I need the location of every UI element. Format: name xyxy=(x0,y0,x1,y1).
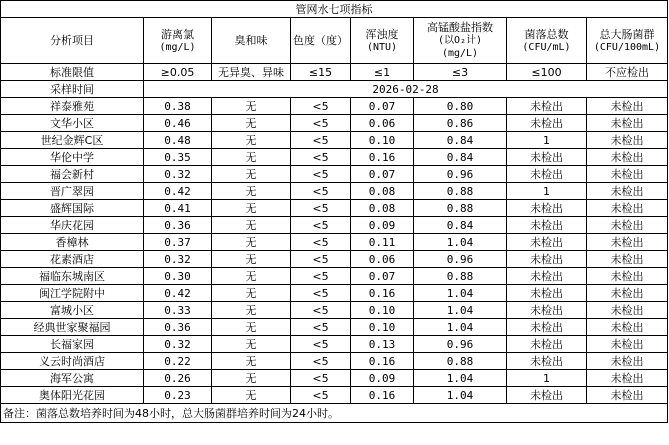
table-row xyxy=(1,285,668,302)
cell-permanganate-index: 0.80 xyxy=(414,98,507,115)
sampling-label: 采样时间 xyxy=(1,81,144,98)
cell-turbidity: 0.10 xyxy=(351,302,414,319)
cell-coliform: 未检出 xyxy=(587,234,668,251)
cell-free-chlorine: 0.32 xyxy=(144,336,212,353)
cell-colony-count: 未检出 xyxy=(507,98,587,115)
cell-turbidity: 0.07 xyxy=(351,166,414,183)
table-row xyxy=(1,353,668,370)
cell-turbidity: 0.06 xyxy=(351,251,414,268)
cell-free-chlorine: 0.48 xyxy=(144,132,212,149)
table-row xyxy=(1,183,668,200)
cell-coliform: 未检出 xyxy=(587,166,668,183)
standard-coliform: 不应检出 xyxy=(587,64,668,81)
cell-turbidity: 0.16 xyxy=(351,353,414,370)
cell-odor-taste: 无 xyxy=(212,149,291,166)
cell-colony-count: 1 xyxy=(507,183,587,200)
cell-coliform: 未检出 xyxy=(587,336,668,353)
cell-colony-count: 未检出 xyxy=(507,149,587,166)
cell-free-chlorine: 0.46 xyxy=(144,115,212,132)
cell-colony-count: 未检出 xyxy=(507,115,587,132)
cell-colony-count: 未检出 xyxy=(507,200,587,217)
cell-odor-taste: 无 xyxy=(212,353,291,370)
cell-colony-count: 未检出 xyxy=(507,268,587,285)
cell-site-name: 华庆花园 xyxy=(1,217,144,234)
cell-colony-count: 未检出 xyxy=(507,285,587,302)
cell-site-name: 福会新村 xyxy=(1,166,144,183)
standard-permanganate: ≤3 xyxy=(414,64,507,81)
cell-colony-count: 未检出 xyxy=(507,353,587,370)
standard-label: 标准限值 xyxy=(1,64,144,81)
cell-chroma: <5 xyxy=(291,234,351,251)
table-row xyxy=(1,302,668,319)
cell-permanganate-index: 0.88 xyxy=(414,200,507,217)
cell-site-name: 长福家园 xyxy=(1,336,144,353)
cell-permanganate-index: 1.04 xyxy=(414,302,507,319)
cell-free-chlorine: 0.42 xyxy=(144,183,212,200)
cell-chroma: <5 xyxy=(291,268,351,285)
header-colony-count: 菌落总数 (CFU/mL) xyxy=(507,18,587,64)
table-row xyxy=(1,217,668,234)
cell-coliform: 未检出 xyxy=(587,387,668,404)
cell-chroma: <5 xyxy=(291,132,351,149)
cell-turbidity: 0.06 xyxy=(351,115,414,132)
cell-coliform: 未检出 xyxy=(587,370,668,387)
cell-coliform: 未检出 xyxy=(587,302,668,319)
cell-site-name: 晋广翠园 xyxy=(1,183,144,200)
cell-free-chlorine: 0.33 xyxy=(144,302,212,319)
cell-odor-taste: 无 xyxy=(212,370,291,387)
cell-colony-count: 未检出 xyxy=(507,166,587,183)
cell-coliform: 未检出 xyxy=(587,285,668,302)
cell-free-chlorine: 0.26 xyxy=(144,370,212,387)
cell-chroma: <5 xyxy=(291,353,351,370)
cell-free-chlorine: 0.32 xyxy=(144,251,212,268)
cell-site-name: 奥体阳光花园 xyxy=(1,387,144,404)
cell-colony-count: 未检出 xyxy=(507,319,587,336)
cell-permanganate-index: 0.84 xyxy=(414,149,507,166)
cell-chroma: <5 xyxy=(291,217,351,234)
cell-free-chlorine: 0.36 xyxy=(144,319,212,336)
standard-colony: ≤100 xyxy=(507,64,587,81)
cell-free-chlorine: 0.37 xyxy=(144,234,212,251)
cell-chroma: <5 xyxy=(291,319,351,336)
cell-coliform: 未检出 xyxy=(587,217,668,234)
cell-permanganate-index: 0.88 xyxy=(414,353,507,370)
cell-coliform: 未检出 xyxy=(587,115,668,132)
table-row xyxy=(1,251,668,268)
standard-limit-row xyxy=(1,64,668,81)
cell-site-name: 海军公寓 xyxy=(1,370,144,387)
cell-odor-taste: 无 xyxy=(212,387,291,404)
cell-odor-taste: 无 xyxy=(212,183,291,200)
cell-odor-taste: 无 xyxy=(212,319,291,336)
table-row xyxy=(1,149,668,166)
cell-coliform: 未检出 xyxy=(587,149,668,166)
table-row xyxy=(1,166,668,183)
sampling-date: 2026-02-28 xyxy=(144,81,668,98)
cell-free-chlorine: 0.42 xyxy=(144,285,212,302)
header-turbidity: 浑浊度 (NTU) xyxy=(351,18,414,64)
cell-permanganate-index: 0.96 xyxy=(414,166,507,183)
cell-turbidity: 0.13 xyxy=(351,336,414,353)
cell-colony-count: 未检出 xyxy=(507,234,587,251)
table-row xyxy=(1,319,668,336)
table-row xyxy=(1,336,668,353)
table-title: 管网水七项指标 xyxy=(1,1,668,18)
cell-site-name: 花素酒店 xyxy=(1,251,144,268)
cell-site-name: 华伦中学 xyxy=(1,149,144,166)
cell-coliform: 未检出 xyxy=(587,200,668,217)
cell-chroma: <5 xyxy=(291,200,351,217)
cell-odor-taste: 无 xyxy=(212,132,291,149)
cell-site-name: 世纪金辉C区 xyxy=(1,132,144,149)
cell-odor-taste: 无 xyxy=(212,285,291,302)
cell-turbidity: 0.08 xyxy=(351,183,414,200)
cell-permanganate-index: 1.04 xyxy=(414,387,507,404)
header-odor-taste: 臭和味 xyxy=(212,18,291,64)
cell-permanganate-index: 1.04 xyxy=(414,319,507,336)
cell-chroma: <5 xyxy=(291,387,351,404)
table-row xyxy=(1,200,668,217)
cell-turbidity: 0.09 xyxy=(351,370,414,387)
cell-chroma: <5 xyxy=(291,285,351,302)
cell-turbidity: 0.07 xyxy=(351,268,414,285)
cell-free-chlorine: 0.35 xyxy=(144,149,212,166)
cell-permanganate-index: 0.84 xyxy=(414,132,507,149)
cell-site-name: 福临东城南区 xyxy=(1,268,144,285)
standard-chroma: ≤15 xyxy=(291,64,351,81)
header-chroma: 色度（度） xyxy=(291,18,351,64)
header-analysis-item: 分析项目 xyxy=(1,18,144,64)
cell-turbidity: 0.09 xyxy=(351,217,414,234)
cell-site-name: 义云时尚酒店 xyxy=(1,353,144,370)
header-free-chlorine: 游离氯 (mg/L) xyxy=(144,18,212,64)
cell-odor-taste: 无 xyxy=(212,268,291,285)
cell-turbidity: 0.08 xyxy=(351,200,414,217)
cell-coliform: 未检出 xyxy=(587,268,668,285)
cell-odor-taste: 无 xyxy=(212,166,291,183)
cell-permanganate-index: 0.88 xyxy=(414,268,507,285)
cell-coliform: 未检出 xyxy=(587,132,668,149)
cell-odor-taste: 无 xyxy=(212,98,291,115)
cell-chroma: <5 xyxy=(291,251,351,268)
cell-odor-taste: 无 xyxy=(212,336,291,353)
cell-permanganate-index: 0.96 xyxy=(414,251,507,268)
cell-chroma: <5 xyxy=(291,370,351,387)
sampling-date-row xyxy=(1,81,668,98)
standard-odor: 无异臭、异味 xyxy=(212,64,291,81)
cell-site-name: 富城小区 xyxy=(1,302,144,319)
table-row xyxy=(1,132,668,149)
cell-turbidity: 0.10 xyxy=(351,132,414,149)
cell-free-chlorine: 0.23 xyxy=(144,387,212,404)
table-row xyxy=(1,115,668,132)
cell-chroma: <5 xyxy=(291,149,351,166)
cell-free-chlorine: 0.32 xyxy=(144,166,212,183)
header-permanganate-index: 高锰酸盐指数 (以O₂计) (mg/L) xyxy=(414,18,507,64)
cell-colony-count: 1 xyxy=(507,132,587,149)
table-row xyxy=(1,268,668,285)
cell-chroma: <5 xyxy=(291,98,351,115)
cell-chroma: <5 xyxy=(291,336,351,353)
cell-coliform: 未检出 xyxy=(587,98,668,115)
cell-odor-taste: 无 xyxy=(212,302,291,319)
cell-permanganate-index: 1.04 xyxy=(414,370,507,387)
cell-free-chlorine: 0.41 xyxy=(144,200,212,217)
cell-odor-taste: 无 xyxy=(212,234,291,251)
table-row xyxy=(1,98,668,115)
cell-odor-taste: 无 xyxy=(212,200,291,217)
cell-coliform: 未检出 xyxy=(587,319,668,336)
cell-free-chlorine: 0.22 xyxy=(144,353,212,370)
cell-coliform: 未检出 xyxy=(587,183,668,200)
table-note: 备注：菌落总数培养时间为48小时，总大肠菌群培养时间为24小时。 xyxy=(1,404,668,423)
cell-chroma: <5 xyxy=(291,115,351,132)
table-row xyxy=(1,370,668,387)
cell-turbidity: 0.11 xyxy=(351,234,414,251)
cell-free-chlorine: 0.38 xyxy=(144,98,212,115)
cell-colony-count: 1 xyxy=(507,370,587,387)
cell-site-name: 祥泰雅苑 xyxy=(1,98,144,115)
cell-site-name: 盛辉国际 xyxy=(1,200,144,217)
cell-coliform: 未检出 xyxy=(587,353,668,370)
cell-chroma: <5 xyxy=(291,166,351,183)
cell-colony-count: 未检出 xyxy=(507,251,587,268)
cell-site-name: 香樟林 xyxy=(1,234,144,251)
cell-permanganate-index: 1.04 xyxy=(414,285,507,302)
cell-permanganate-index: 0.88 xyxy=(414,183,507,200)
cell-coliform: 未检出 xyxy=(587,251,668,268)
cell-colony-count: 未检出 xyxy=(507,387,587,404)
cell-free-chlorine: 0.36 xyxy=(144,217,212,234)
cell-permanganate-index: 1.04 xyxy=(414,234,507,251)
table-row xyxy=(1,387,668,404)
cell-colony-count: 未检出 xyxy=(507,302,587,319)
cell-permanganate-index: 0.86 xyxy=(414,115,507,132)
cell-colony-count: 未检出 xyxy=(507,336,587,353)
cell-turbidity: 0.10 xyxy=(351,319,414,336)
cell-odor-taste: 无 xyxy=(212,251,291,268)
standard-free-chlorine: ≥0.05 xyxy=(144,64,212,81)
cell-permanganate-index: 0.84 xyxy=(414,217,507,234)
cell-free-chlorine: 0.30 xyxy=(144,268,212,285)
standard-turbidity: ≤1 xyxy=(351,64,414,81)
cell-chroma: <5 xyxy=(291,302,351,319)
table-row xyxy=(1,234,668,251)
cell-turbidity: 0.16 xyxy=(351,285,414,302)
cell-turbidity: 0.16 xyxy=(351,149,414,166)
cell-site-name: 闽江学院附中 xyxy=(1,285,144,302)
header-coliform: 总大肠菌群 (CFU/100mL) xyxy=(587,18,668,64)
cell-site-name: 经典世家聚福园 xyxy=(1,319,144,336)
cell-colony-count: 未检出 xyxy=(507,217,587,234)
cell-permanganate-index: 0.96 xyxy=(414,336,507,353)
cell-odor-taste: 无 xyxy=(212,217,291,234)
cell-turbidity: 0.07 xyxy=(351,98,414,115)
cell-chroma: <5 xyxy=(291,183,351,200)
cell-turbidity: 0.16 xyxy=(351,387,414,404)
cell-odor-taste: 无 xyxy=(212,115,291,132)
cell-site-name: 文华小区 xyxy=(1,115,144,132)
